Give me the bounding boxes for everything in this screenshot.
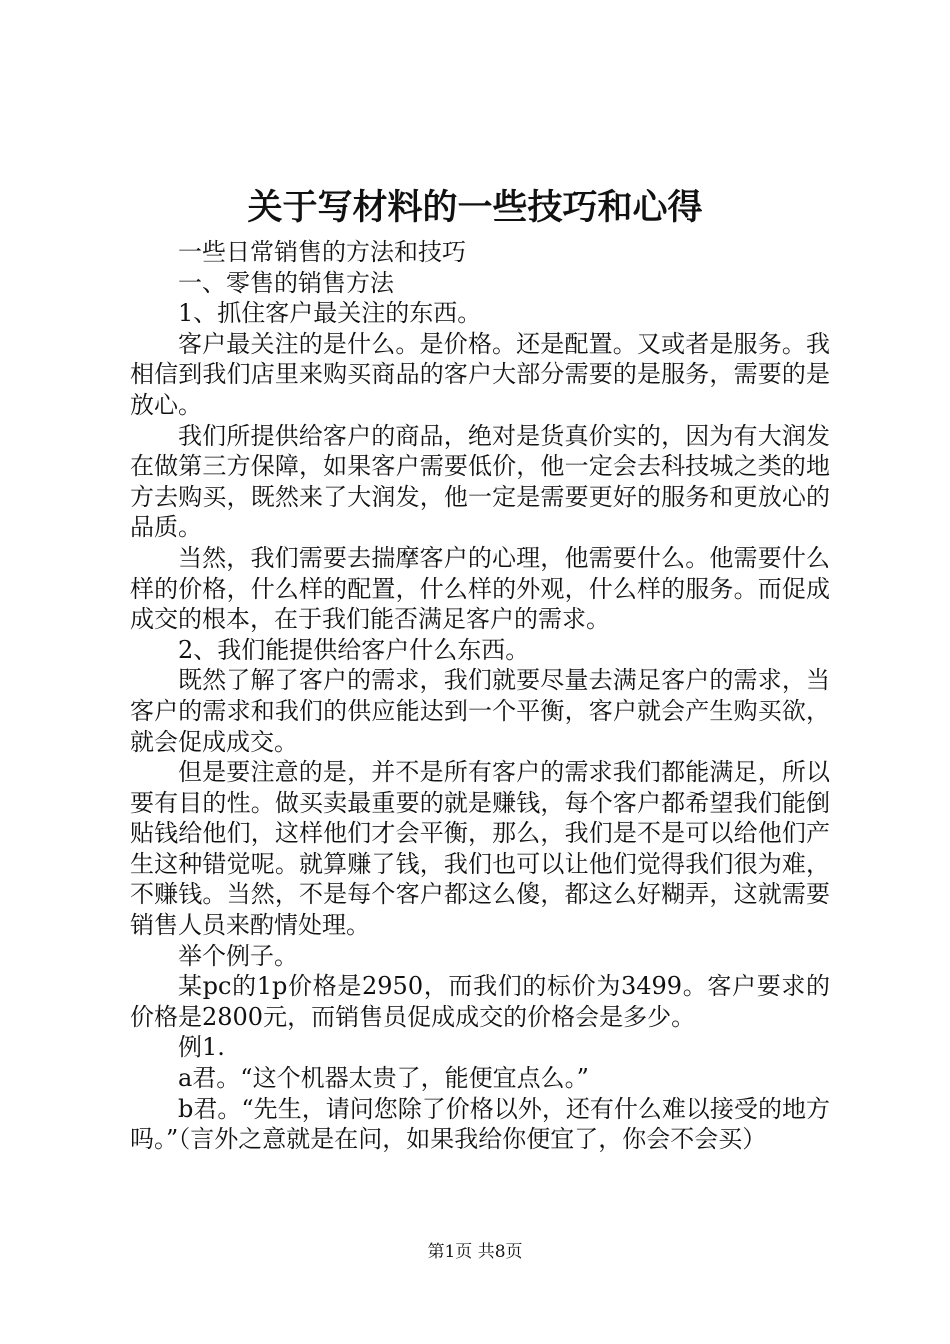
paragraph: 举个例子。 xyxy=(178,941,298,970)
paragraph: 一、零售的销售方法 xyxy=(178,268,394,297)
paragraph: 我们所提供给客户的商品，绝对是货真价实的，因为有大润发在做第三方保障，如果客户需要低价，他一定会去科技城之类的地方去购买，既然来了大润发，他一定是需要更好的服务和更放心的品质。 xyxy=(130,421,830,542)
paragraph: 当然，我们需要去揣摩客户的心理，他需要什么。他需要什么样的价格，什么样的配置，什么样的外观，什么样的服务。而促成成交的根本，在于我们能否满足客户的需求。 xyxy=(130,543,830,634)
paragraph: 客户最关注的是什么。是价格。还是配置。又或者是服务。我相信到我们店里来购买商品的客户大部分需要的是服务，需要的是放心。 xyxy=(130,329,830,419)
paragraph: b君。“先生，请问您除了价格以外，还有什么难以接受的地方吗。”（言外之意就是在问，如果我给你便宜了，你会不会买） xyxy=(130,1094,830,1154)
paragraph: 但是要注意的是，并不是所有客户的需求我们都能满足，所以要有目的性。做买卖最重要的就是赚钱，每个客户都希望我们能倒贴钱给他们，这样他们才会平衡，那么，我们是不是可以给他们产生这种错觉呢。就算赚了钱，我们也可以让他们觉得我们很为难，不赚钱。当然，不是每个客户都这么傻，都这么好糊弄，这就需要销售人员来酌情处理。 xyxy=(130,758,830,940)
paragraph: 既然了解了客户的需求，我们就要尽量去满足客户的需求，当客户的需求和我们的供应能达到一个平衡，客户就会产生购买欲，就会促成成交。 xyxy=(130,666,830,756)
paragraph: 1、抓住客户最关注的东西。 xyxy=(178,299,482,328)
paragraph: 例1. xyxy=(178,1033,225,1062)
paragraph: 一些日常销售的方法和技巧 xyxy=(178,238,466,266)
document-body xyxy=(130,237,830,1155)
document-title: 关于写材料的一些技巧和心得 xyxy=(247,187,703,228)
paragraph: 某pc的1p价格是2950，而我们的标价为3499。客户要求的价格是2800元，而销售员促成成交的价格会是多少。 xyxy=(130,972,830,1031)
paragraph: a君。“这个机器太贵了，能便宜点么。” xyxy=(178,1064,589,1093)
page-footer: 第1页 共8页 xyxy=(427,1242,523,1262)
paragraph: 2、我们能提供给客户什么东西。 xyxy=(178,635,530,664)
